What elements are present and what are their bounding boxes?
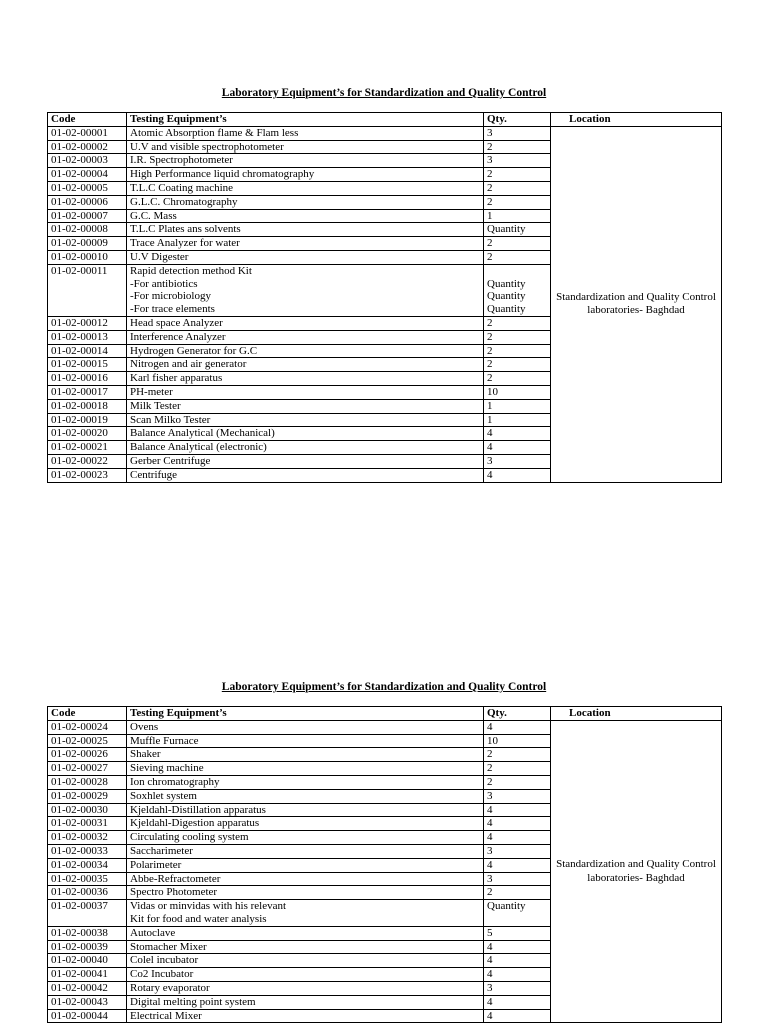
equipment-line: I.R. Spectrophotometer [130, 154, 233, 167]
equipment-name [127, 789, 484, 803]
qty-line [487, 913, 550, 926]
qty-line [487, 265, 550, 278]
equipment-line: U.V Digester [130, 250, 189, 263]
equipment-name [127, 803, 484, 817]
equipment-qty [484, 748, 551, 762]
section-title: Laboratory Equipment’s for Standardization and Quality Control [221, 681, 547, 693]
qty-line: 4 [487, 441, 493, 454]
section-title: Laboratory Equipment’s for Standardization and Quality Control [221, 87, 547, 99]
equipment-section [47, 86, 721, 483]
qty-line: 10 [487, 385, 498, 398]
equipment-code: 01-02-00006 [48, 195, 127, 209]
equipment-qty [484, 223, 551, 237]
equipment-qty [484, 264, 551, 316]
equipment-line: Co2 Incubator [130, 968, 194, 981]
equipment-name [127, 168, 484, 182]
equipment-line: Nitrogen and air generator [130, 358, 247, 371]
equipment-line: Gerber Centrifuge [130, 454, 211, 467]
qty-line: 2 [487, 748, 493, 761]
qty-line: 3 [487, 844, 493, 857]
qty-line: 1 [487, 399, 493, 412]
qty-line: 3 [487, 789, 493, 802]
equipment-name [127, 886, 484, 900]
qty-line: 3 [487, 454, 493, 467]
equipment-line: Interference Analyzer [130, 330, 226, 343]
equipment-header: Testing Equipment’s [127, 707, 484, 721]
equipment-qty [484, 250, 551, 264]
equipment-name [127, 468, 484, 482]
equipment-line: Scan Milko Tester [130, 413, 211, 426]
equipment-code: 01-02-00030 [48, 803, 127, 817]
equipment-code: 01-02-00001 [48, 126, 127, 140]
equipment-name [127, 858, 484, 872]
location-header: Location [551, 113, 722, 127]
equipment-code: 01-02-00032 [48, 831, 127, 845]
equipment-code: 01-02-00009 [48, 237, 127, 251]
equipment-line: T.L.C Coating machine [130, 181, 234, 194]
equipment-name [127, 900, 484, 927]
equipment-code: 01-02-00029 [48, 789, 127, 803]
equipment-qty [484, 886, 551, 900]
equipment-table [47, 112, 722, 483]
qty-line: 4 [487, 427, 493, 440]
equipment-qty [484, 1009, 551, 1023]
equipment-qty [484, 789, 551, 803]
equipment-line: Abbe-Refractometer [130, 872, 221, 885]
equipment-line: High Performance liquid chromatography [130, 168, 315, 181]
equipment-line: Electrical Mixer [130, 1009, 202, 1022]
equipment-name [127, 981, 484, 995]
equipment-name [127, 264, 484, 316]
equipment-line: Soxhlet system [130, 789, 197, 802]
equipment-code: 01-02-00017 [48, 385, 127, 399]
equipment-header: Testing Equipment’s [127, 113, 484, 127]
equipment-code: 01-02-00002 [48, 140, 127, 154]
equipment-line: Circulating cooling system [130, 831, 249, 844]
equipment-name [127, 181, 484, 195]
equipment-name [127, 316, 484, 330]
equipment-code: 01-02-00025 [48, 734, 127, 748]
equipment-qty [484, 803, 551, 817]
equipment-code: 01-02-00034 [48, 858, 127, 872]
equipment-line: -For microbiology [130, 290, 211, 303]
equipment-qty [484, 316, 551, 330]
equipment-name [127, 427, 484, 441]
equipment-code: 01-02-00014 [48, 344, 127, 358]
qty-line: 2 [487, 168, 493, 181]
equipment-line: -For antibiotics [130, 277, 198, 290]
equipment-name [127, 734, 484, 748]
equipment-qty [484, 762, 551, 776]
equipment-name [127, 762, 484, 776]
qty-line: 3 [487, 154, 493, 167]
equipment-line: Kit for food and water analysis [130, 912, 267, 925]
equipment-line: Shaker [130, 748, 161, 761]
equipment-line: Kjeldahl-Digestion apparatus [130, 817, 260, 830]
equipment-section [47, 680, 721, 1023]
equipment-name [127, 330, 484, 344]
qty-line: 2 [487, 237, 493, 250]
equipment-qty [484, 720, 551, 734]
equipment-qty [484, 209, 551, 223]
equipment-name [127, 126, 484, 140]
qty-line: Quantity [487, 290, 526, 303]
equipment-line: Centrifuge [130, 468, 178, 481]
qty-line: 4 [487, 940, 493, 953]
equipment-qty [484, 372, 551, 386]
equipment-code: 01-02-00008 [48, 223, 127, 237]
equipment-code: 01-02-00028 [48, 775, 127, 789]
equipment-line: Balance Analytical (Mechanical) [130, 427, 275, 440]
equipment-qty [484, 858, 551, 872]
qty-line: 2 [487, 330, 493, 343]
equipment-code: 01-02-00003 [48, 154, 127, 168]
equipment-qty [484, 168, 551, 182]
equipment-name [127, 872, 484, 886]
qty-line: 4 [487, 817, 493, 830]
equipment-qty [484, 181, 551, 195]
equipment-qty [484, 775, 551, 789]
equipment-name [127, 250, 484, 264]
equipment-name [127, 154, 484, 168]
equipment-qty [484, 441, 551, 455]
equipment-name [127, 720, 484, 734]
equipment-name [127, 237, 484, 251]
equipment-line: Ovens [130, 720, 159, 733]
equipment-code: 01-02-00039 [48, 940, 127, 954]
equipment-line: Head space Analyzer [130, 316, 223, 329]
qty-header: Qty. [484, 707, 551, 721]
equipment-name [127, 954, 484, 968]
equipment-qty [484, 844, 551, 858]
equipment-qty [484, 734, 551, 748]
equipment-line: Digital melting point system [130, 995, 256, 1008]
equipment-line: Stomacher Mixer [130, 940, 207, 953]
equipment-table [47, 706, 722, 1023]
equipment-code: 01-02-00035 [48, 872, 127, 886]
qty-line: 2 [487, 316, 493, 329]
qty-line: 4 [487, 831, 493, 844]
table-header-row [48, 707, 722, 721]
equipment-name [127, 940, 484, 954]
equipment-qty [484, 872, 551, 886]
qty-line: 1 [487, 413, 493, 426]
equipment-name [127, 968, 484, 982]
equipment-code: 01-02-00010 [48, 250, 127, 264]
equipment-line: Saccharimeter [130, 844, 193, 857]
equipment-line: Rapid detection method Kit [130, 264, 252, 277]
equipment-code: 01-02-00041 [48, 968, 127, 982]
equipment-code: 01-02-00044 [48, 1009, 127, 1023]
equipment-name [127, 831, 484, 845]
equipment-code: 01-02-00007 [48, 209, 127, 223]
qty-line: 4 [487, 954, 493, 967]
equipment-qty [484, 427, 551, 441]
qty-line: 3 [487, 981, 493, 994]
equipment-qty [484, 968, 551, 982]
equipment-code: 01-02-00004 [48, 168, 127, 182]
qty-line: 4 [487, 468, 493, 481]
qty-line: Quantity [487, 223, 526, 236]
equipment-line: Colel incubator [130, 954, 199, 967]
equipment-line: Vidas or minvidas with his relevant [130, 900, 287, 913]
equipment-line: Muffle Furnace [130, 734, 199, 747]
equipment-code: 01-02-00011 [48, 264, 127, 316]
equipment-qty [484, 900, 551, 927]
equipment-code: 01-02-00036 [48, 886, 127, 900]
qty-line: 1 [487, 209, 493, 222]
qty-line: 2 [487, 372, 493, 385]
equipment-qty [484, 330, 551, 344]
equipment-line: Milk Tester [130, 399, 181, 412]
location-cell: Standardization and Quality Control laboratories- Baghdad [551, 720, 722, 1023]
equipment-code: 01-02-00037 [48, 900, 127, 927]
equipment-name [127, 926, 484, 940]
equipment-code: 01-02-00023 [48, 468, 127, 482]
equipment-line: Polarimeter [130, 858, 182, 871]
equipment-name [127, 817, 484, 831]
equipment-code: 01-02-00005 [48, 181, 127, 195]
equipment-code: 01-02-00019 [48, 413, 127, 427]
equipment-qty [484, 981, 551, 995]
equipment-code: 01-02-00012 [48, 316, 127, 330]
equipment-line: Balance Analytical (electronic) [130, 441, 267, 454]
equipment-name [127, 775, 484, 789]
qty-line: 2 [487, 886, 493, 899]
equipment-qty [484, 954, 551, 968]
equipment-line: Hydrogen Generator for G.C [130, 344, 258, 357]
equipment-qty [484, 413, 551, 427]
qty-line: Quantity [487, 303, 526, 316]
qty-line: 4 [487, 995, 493, 1008]
equipment-line: G.C. Mass [130, 209, 177, 222]
equipment-name [127, 399, 484, 413]
equipment-code: 01-02-00031 [48, 817, 127, 831]
equipment-code: 01-02-00027 [48, 762, 127, 776]
equipment-code: 01-02-00024 [48, 720, 127, 734]
equipment-qty [484, 126, 551, 140]
equipment-line: U.V and visible spectrophotometer [130, 140, 284, 153]
equipment-name [127, 140, 484, 154]
qty-line: 4 [487, 803, 493, 816]
equipment-qty [484, 454, 551, 468]
equipment-name [127, 195, 484, 209]
code-header: Code [48, 707, 127, 721]
qty-line: 4 [487, 968, 493, 981]
equipment-qty [484, 995, 551, 1009]
equipment-line: G.L.C. Chromatography [130, 195, 238, 208]
equipment-line: Ion chromatography [130, 775, 220, 788]
qty-line: 3 [487, 872, 493, 885]
equipment-code: 01-02-00040 [48, 954, 127, 968]
location-header: Location [551, 707, 722, 721]
qty-line: 10 [487, 734, 498, 747]
equipment-name [127, 454, 484, 468]
qty-line: 2 [487, 358, 493, 371]
table-body [48, 126, 722, 482]
equipment-name [127, 358, 484, 372]
qty-line: Quantity [487, 277, 526, 290]
location-cell: Standardization and Quality Control laboratories- Baghdad [551, 126, 722, 482]
equipment-line: Karl fisher apparatus [130, 372, 223, 385]
qty-header: Qty. [484, 113, 551, 127]
equipment-code: 01-02-00038 [48, 926, 127, 940]
equipment-line: Rotary evaporator [130, 981, 210, 994]
equipment-qty [484, 926, 551, 940]
qty-line: 3 [487, 126, 493, 139]
equipment-qty [484, 344, 551, 358]
qty-line: 4 [487, 1009, 493, 1022]
equipment-code: 01-02-00033 [48, 844, 127, 858]
qty-line: 2 [487, 250, 493, 263]
qty-line: 2 [487, 344, 493, 357]
qty-line: 4 [487, 858, 493, 871]
equipment-code: 01-02-00015 [48, 358, 127, 372]
equipment-line: Autoclave [130, 926, 176, 939]
equipment-name [127, 1009, 484, 1023]
equipment-code: 01-02-00016 [48, 372, 127, 386]
equipment-code: 01-02-00020 [48, 427, 127, 441]
equipment-code: 01-02-00042 [48, 981, 127, 995]
equipment-name [127, 413, 484, 427]
equipment-line: T.L.C Plates ans solvents [130, 223, 241, 236]
equipment-code: 01-02-00022 [48, 454, 127, 468]
qty-line: 2 [487, 775, 493, 788]
equipment-qty [484, 195, 551, 209]
code-header: Code [48, 113, 127, 127]
equipment-line: Atomic Absorption flame & Flam less [130, 126, 299, 139]
equipment-line: Spectro Photometer [130, 886, 218, 899]
equipment-qty [484, 154, 551, 168]
table-body [48, 720, 722, 1023]
equipment-name [127, 995, 484, 1009]
equipment-name [127, 223, 484, 237]
equipment-qty [484, 358, 551, 372]
equipment-name [127, 372, 484, 386]
equipment-qty [484, 468, 551, 482]
equipment-name [127, 748, 484, 762]
equipment-line: Kjeldahl-Distillation apparatus [130, 803, 266, 816]
qty-line: 4 [487, 720, 493, 733]
equipment-code: 01-02-00013 [48, 330, 127, 344]
equipment-line: PH-meter [130, 385, 173, 398]
equipment-name [127, 385, 484, 399]
qty-line: 2 [487, 195, 493, 208]
equipment-qty [484, 237, 551, 251]
equipment-qty [484, 385, 551, 399]
equipment-line: Sieving machine [130, 762, 204, 775]
equipment-line: Trace Analyzer for water [130, 237, 240, 250]
equipment-name [127, 344, 484, 358]
equipment-code: 01-02-00043 [48, 995, 127, 1009]
equipment-qty [484, 831, 551, 845]
equipment-name [127, 844, 484, 858]
equipment-qty [484, 399, 551, 413]
equipment-code: 01-02-00021 [48, 441, 127, 455]
equipment-qty [484, 940, 551, 954]
equipment-name [127, 441, 484, 455]
equipment-qty [484, 817, 551, 831]
qty-line: 2 [487, 181, 493, 194]
qty-line: 2 [487, 762, 493, 775]
equipment-qty [484, 140, 551, 154]
qty-line: Quantity [487, 900, 526, 913]
equipment-line: -For trace elements [130, 303, 215, 316]
table-header-row [48, 113, 722, 127]
equipment-name [127, 209, 484, 223]
table-row [48, 126, 722, 140]
table-row [48, 720, 722, 734]
qty-line: 5 [487, 926, 493, 939]
qty-line: 2 [487, 140, 493, 153]
equipment-code: 01-02-00018 [48, 399, 127, 413]
equipment-code: 01-02-00026 [48, 748, 127, 762]
